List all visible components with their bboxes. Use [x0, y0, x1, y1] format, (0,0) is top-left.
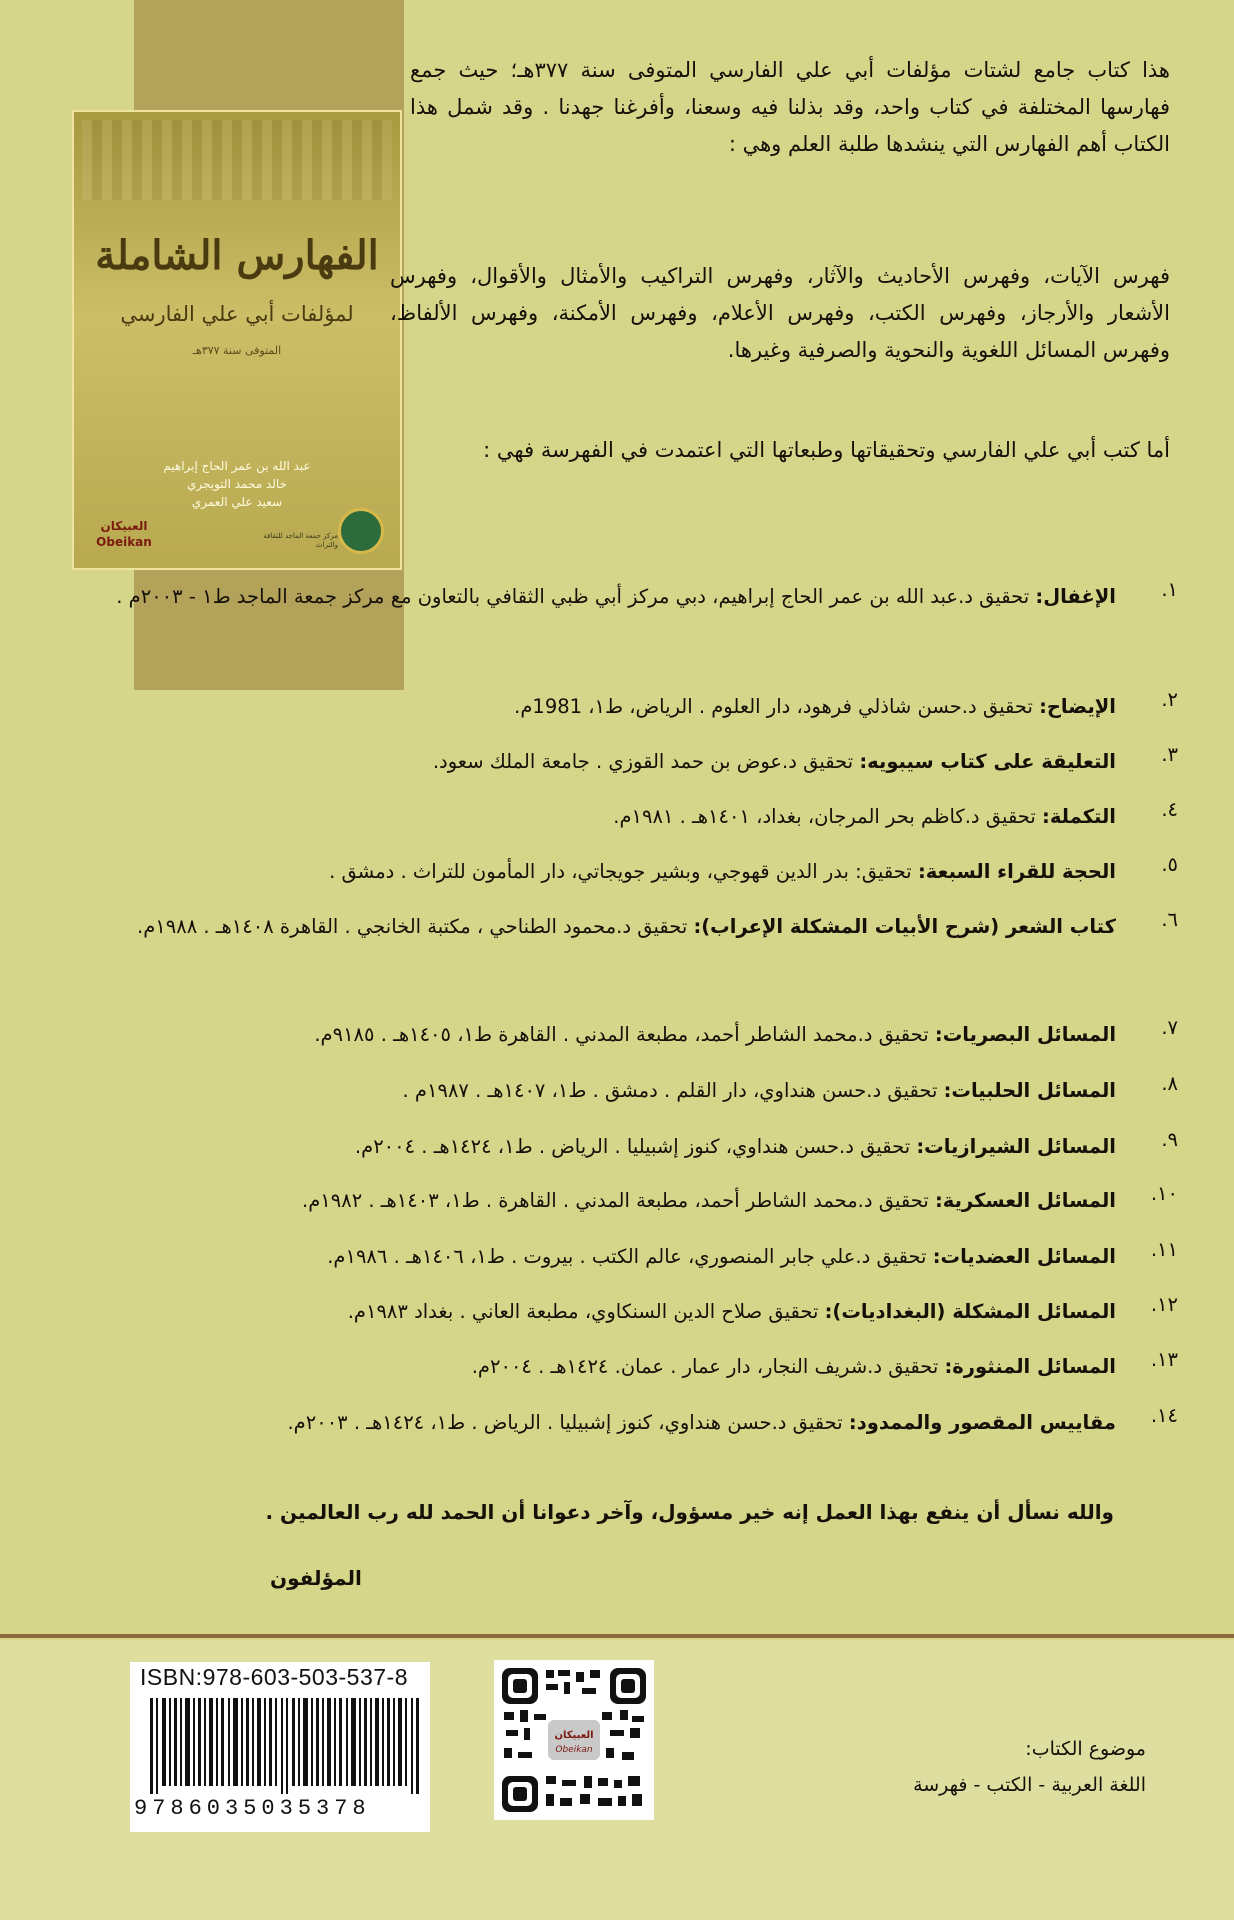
- qr-code[interactable]: [494, 1660, 654, 1820]
- item-details: تحقيق د.عبد الله بن عمر الحاج إبراهيم، دبي مركز أبي ظبي الثقافي بالتعاون مع مركز جمعة الماجد ط١ - ٢٠٠٣م .: [116, 585, 1030, 608]
- book-cover-image: [72, 110, 402, 570]
- item-details: تحقيق د.محمود الطناحي ، مكتبة الخانجي . القاهرة ١٤٠٨هـ . ١٩٨٨م.: [137, 915, 688, 938]
- item-number: ٩.: [1161, 1128, 1178, 1151]
- item-details: تحقيق د.حسن هنداوي، كنوز إشبيليا . الرياض . ط١، ١٤٢٤هـ . ٢٠٠٣م.: [287, 1411, 843, 1434]
- cover-author: عبد الله بن عمر الحاج إبراهيم: [163, 459, 311, 473]
- indices-paragraph: فهرس الآيات، وفهرس الأحاديث والآثار، وفهرس التراكيب والأمثال والأقوال، وفهرس الأشعار والأرجاز، وفهرس الكتب، وفهرس الأعلام، وفهرس الأمكنة، وفهرس الألفاظ، وفهرس المسائل اللغوية والنحوية والصرفية وغيرها.: [390, 264, 1170, 362]
- item-number: ١١.: [1150, 1238, 1178, 1261]
- seal-note: مركز جمعة الماجد للثقافة والتراث: [263, 532, 338, 549]
- item-number: ٦.: [1161, 908, 1178, 931]
- item-number: ٨.: [1161, 1072, 1178, 1095]
- item-number: ٧.: [1161, 1016, 1178, 1039]
- topic-value: اللغة العربية - الكتب - فهرسة: [913, 1774, 1146, 1796]
- item-title: المسائل العسكرية:: [934, 1189, 1116, 1212]
- item-details: تحقيق د.عوض بن حمد القوزي . جامعة الملك سعود.: [432, 750, 854, 773]
- editions-intro: أما كتب أبي علي الفارسي وتحقيقاتها وطبعاتها التي اعتمدت في الفهرسة فهي :: [483, 438, 1170, 462]
- cover-title: الفهارس الشاملة: [95, 232, 379, 279]
- barcode-digits: 9786035035378: [134, 1796, 371, 1821]
- item-number: ٤.: [1161, 798, 1178, 821]
- item-title: مقاييس المقصور والممدود:: [848, 1411, 1116, 1434]
- item-title: الإيضاح:: [1039, 695, 1116, 718]
- item-details: تحقيق د.حسن هنداوي، كنوز إشبيليا . الرياض . ط١، ١٤٢٤هـ . ٢٠٠٤م.: [354, 1135, 911, 1158]
- item-title: المسائل المنثورة:: [944, 1355, 1116, 1378]
- item-title: المسائل البصريات:: [934, 1023, 1116, 1046]
- topic-label: موضوع الكتاب:: [1025, 1738, 1146, 1760]
- item-details: تحقيق د.شريف النجار، دار عمار . عمان. ١٤٢٤هـ . ٢٠٠٤م.: [471, 1355, 939, 1378]
- item-number: ٥.: [1161, 853, 1178, 876]
- cover-author: سعيد علي العمري: [191, 495, 283, 509]
- divider-line: [0, 1634, 1234, 1638]
- book-topic: [913, 1738, 1146, 1796]
- cover-authors: [84, 457, 390, 511]
- item-title: المسائل الحلبيات:: [943, 1079, 1116, 1102]
- svg-text:العبيكان: العبيكان: [554, 1730, 594, 1741]
- cover-subtitle: لمؤلفات أبي علي الفارسي: [120, 302, 354, 326]
- qr-code-image: [502, 1668, 646, 1812]
- item-number: ٣.: [1161, 743, 1178, 766]
- cover-author: خالد محمد التويجري: [187, 477, 287, 491]
- item-title: كتاب الشعر (شرح الأبيات المشكلة الإعراب):: [693, 915, 1116, 938]
- closing-text: والله نسأل أن ينفع بهذا العمل إنه خير مسؤول، وآخر دعوانا أن الحمد لله رب العالمين .: [265, 1500, 1114, 1524]
- item-title: الإغفال:: [1035, 585, 1116, 608]
- item-number: ١.: [1161, 578, 1178, 601]
- item-details: تحقيق د.حسن شاذلي فرهود، دار العلوم . الرياض، ط١، 1981م.: [514, 695, 1033, 718]
- cover-pattern: [82, 120, 392, 200]
- item-number: ٢.: [1161, 688, 1178, 711]
- svg-text:Obeikan: Obeikan: [555, 1745, 593, 1755]
- item-details: تحقيق د.كاظم بحر المرجان، بغداد، ١٤٠١هـ . ١٩٨١م.: [613, 805, 1036, 828]
- item-details: تحقيق: بدر الدين قهوجي، وبشير جويجاتي، دار المأمون للتراث . دمشق .: [329, 860, 912, 883]
- publisher-logo: العبيكان Obeikan: [96, 519, 152, 549]
- item-title: التكملة:: [1042, 805, 1116, 828]
- item-details: تحقيق د.محمد الشاطر أحمد، مطبعة المدني . القاهرة . ط١، ١٤٠٣هـ . ١٩٨٢م.: [302, 1189, 929, 1212]
- item-number: ١٢.: [1150, 1293, 1178, 1316]
- item-title: المسائل الشيرازيات:: [916, 1135, 1116, 1158]
- item-details: تحقيق د.حسن هنداوي، دار القلم . دمشق . ط١، ١٤٠٧هـ . ١٩٨٧م .: [402, 1079, 938, 1102]
- item-details: تحقيق د.محمد الشاطر أحمد، مطبعة المدني . القاهرة ط١، ١٤٠٥هـ . ٩١٨٥م.: [314, 1023, 929, 1046]
- authors-signature: المؤلفون: [270, 1566, 362, 1590]
- isbn-barcode-box: [130, 1662, 430, 1832]
- isbn-label: ISBN:978-603-503-537-8: [140, 1664, 408, 1690]
- item-title: المسائل المشكلة (البغداديات):: [824, 1300, 1116, 1323]
- item-number: ١٤.: [1150, 1404, 1178, 1427]
- item-title: الحجة للقراء السبعة:: [917, 860, 1116, 883]
- barcode-image: [150, 1698, 420, 1794]
- item-title: التعليقة على كتاب سيبويه:: [859, 750, 1116, 773]
- cover-death-note: المتوفى سنة ٣٧٧هـ: [192, 344, 282, 357]
- item-number: ١٣.: [1150, 1348, 1178, 1371]
- intro-paragraph: هذا كتاب جامع لشتات مؤلفات أبي علي الفارسي المتوفى سنة ٣٧٧هـ؛ حيث جمع فهارسها المختلفة في كتاب واحد، وقد بذلنا فيه وسعنا، وأفرغنا جهدنا . وقد شمل هذا الكتاب أهم الفهارس التي ينشدها طلبة العلم وهي :: [410, 58, 1171, 156]
- item-number: ١٠.: [1150, 1182, 1178, 1205]
- item-details: تحقيق د.علي جابر المنصوري، عالم الكتب . بيروت . ط١، ١٤٠٦هـ . ١٩٨٦م.: [327, 1245, 927, 1268]
- item-title: المسائل العضديات:: [932, 1245, 1116, 1268]
- seal-logo: [338, 508, 384, 554]
- item-details: تحقيق صلاح الدين السنكاوي، مطبعة العاني . بغداد ١٩٨٣م.: [347, 1300, 819, 1323]
